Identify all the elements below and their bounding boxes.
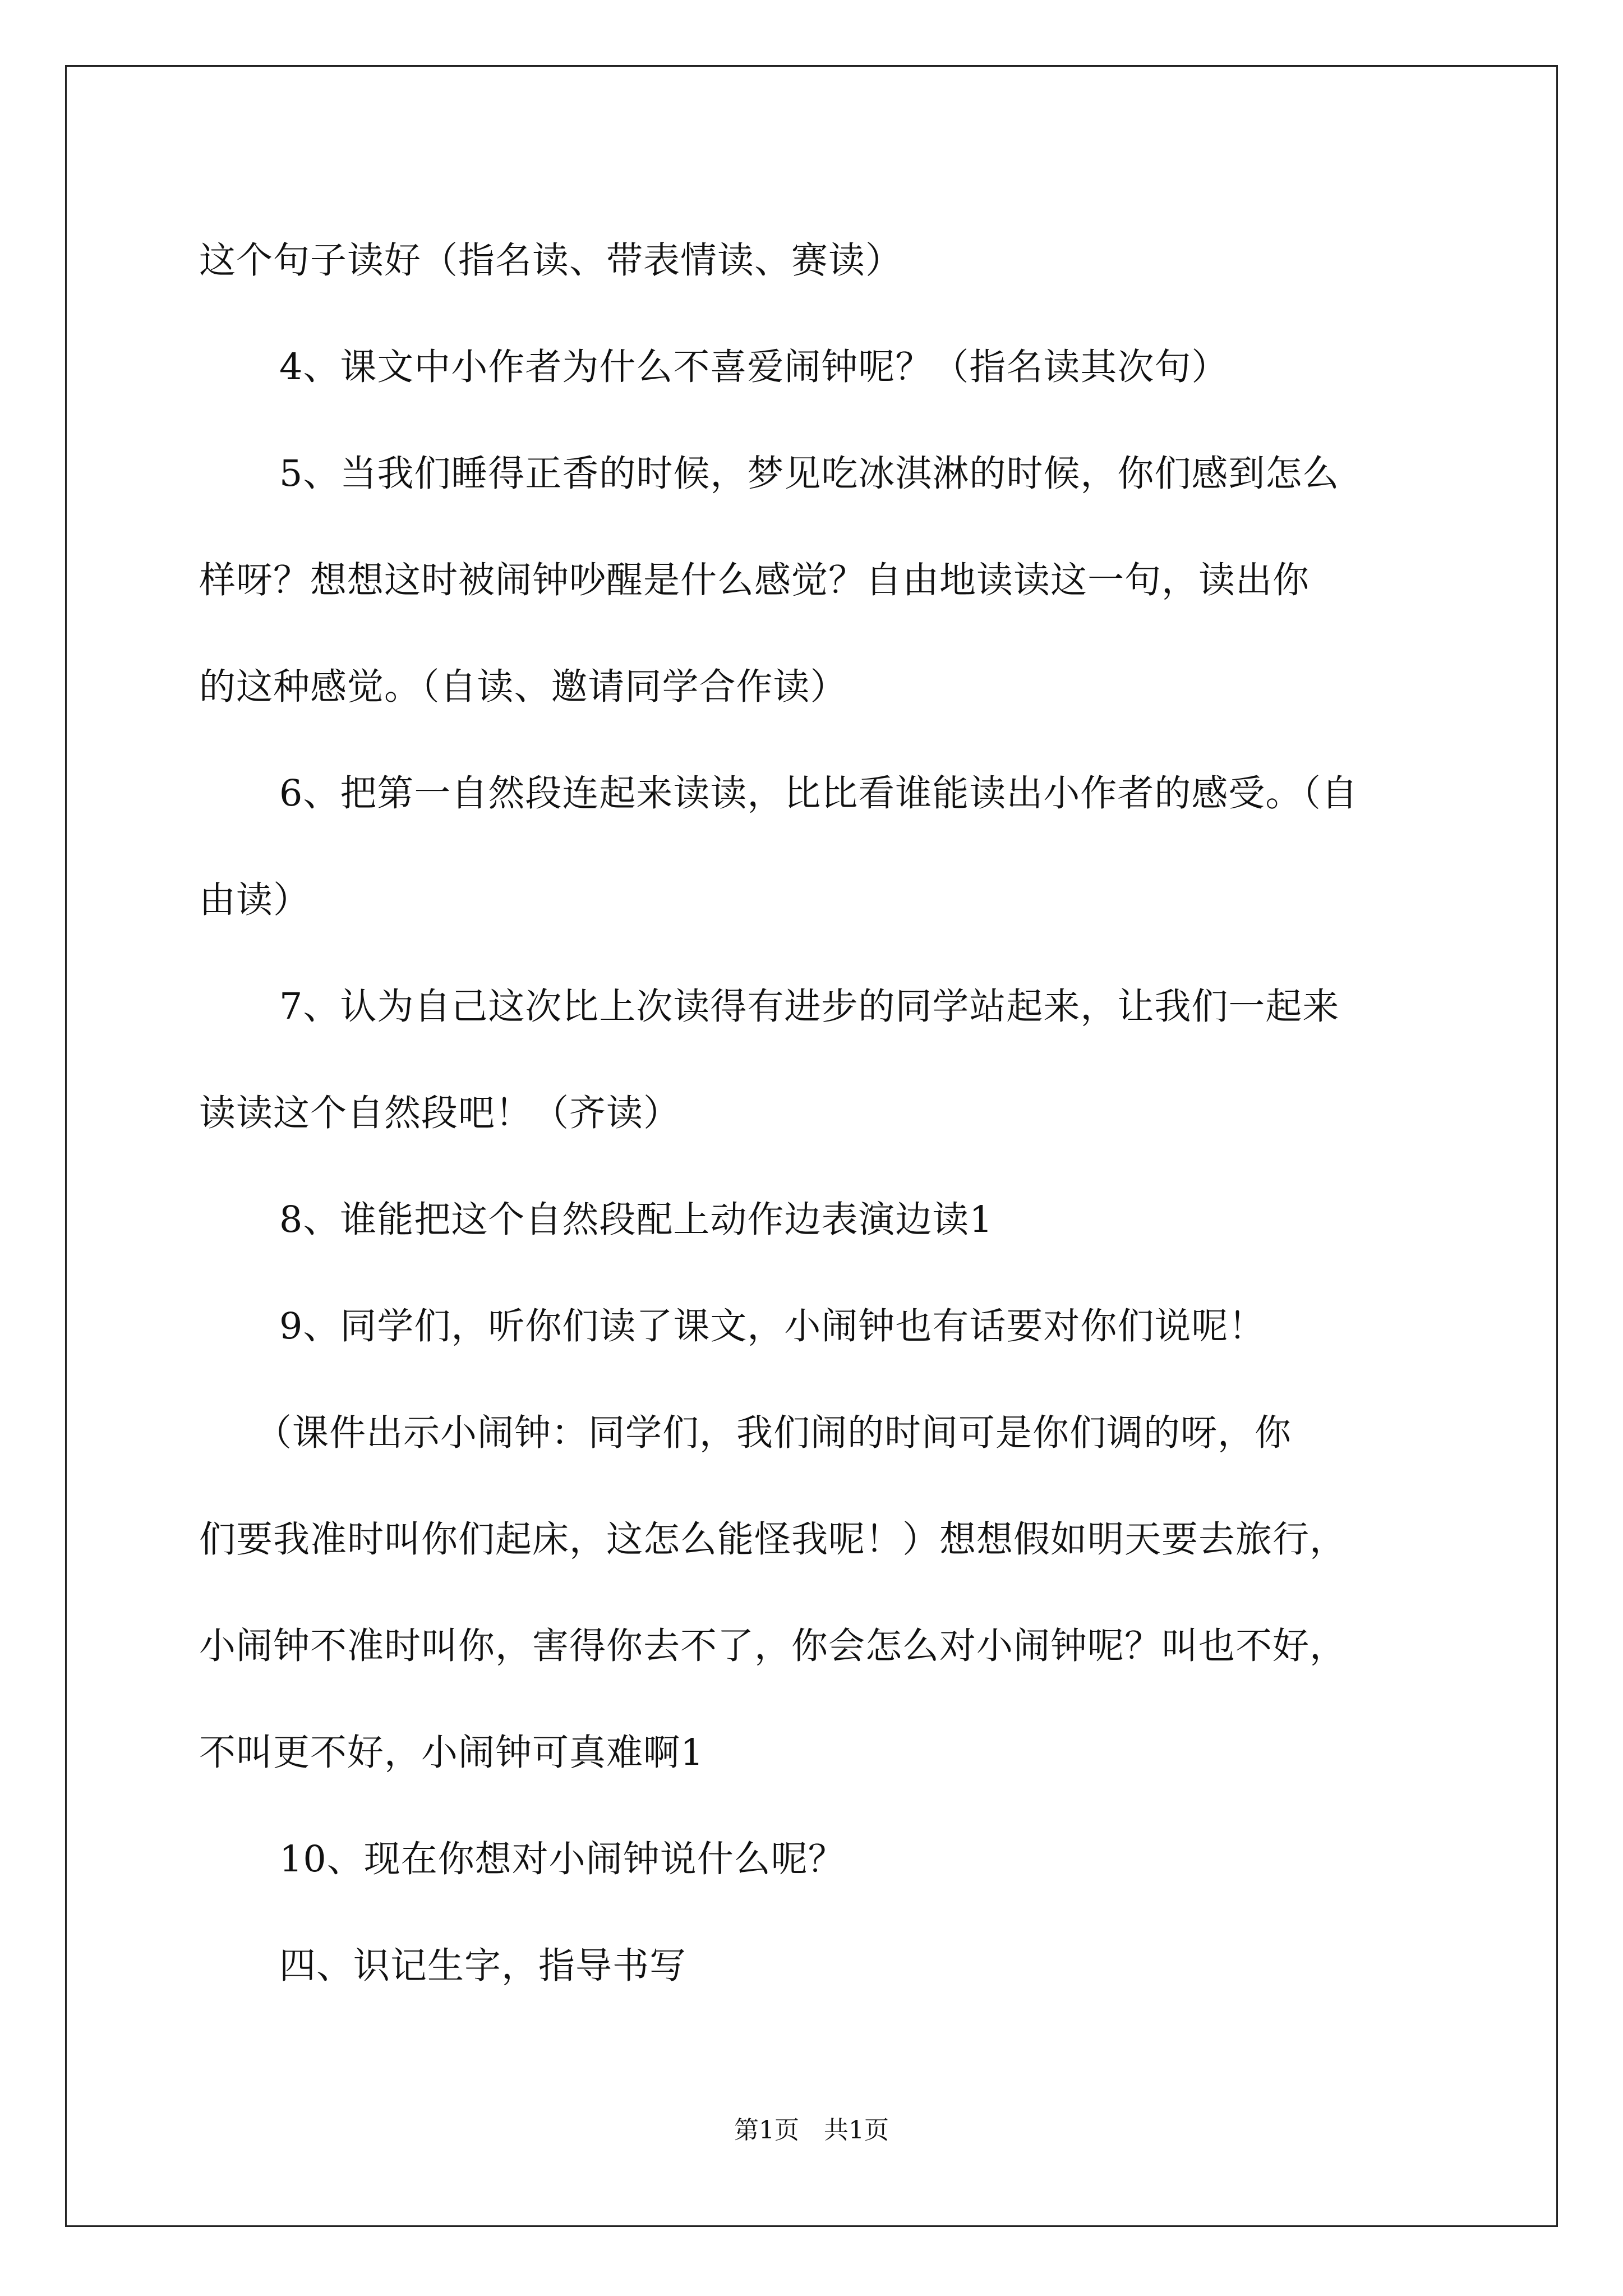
text-line: 小闹钟不准时叫你，害得你去不了，你会怎么对小闹钟呢？叫也不好， (199, 1625, 1347, 1667)
text-line: 读读这个自然段吧！（齐读） (199, 1092, 681, 1134)
text-line: （课件出示小闹钟：同学们，我们闹的时间可是你们调的呀，你 (255, 1412, 1292, 1454)
text-line: 4、课文中小作者为什么不喜爱闹钟呢？（指名读其次句） (279, 346, 1229, 388)
text-line: 10、现在你想对小闹钟说什么呢？ (279, 1838, 845, 1880)
text-line: 们要我准时叫你们起床，这怎么能怪我呢！）想想假如明天要去旅行， (199, 1519, 1347, 1561)
page-footer: 第1页 共1页 (734, 2116, 889, 2145)
text-line: 由读） (199, 879, 311, 921)
text-line: 8、谁能把这个自然段配上动作边表演边读1 (279, 1199, 993, 1241)
text-line: 四、识记生字，指导书写 (279, 1945, 687, 1987)
text-line: 的这种感觉。（自读、邀请同学合作读） (199, 666, 847, 708)
text-line: 5、当我们睡得正香的时候，梦见吃冰淇淋的时候，你们感到怎么 (279, 453, 1340, 495)
document-body (199, 208, 1472, 2019)
text-line: 9、同学们，听你们读了课文，小闹钟也有话要对你们说呢！ (279, 1305, 1266, 1347)
text-line: 不叫更不好，小闹钟可真难啊1 (199, 1732, 704, 1774)
text-line: 7、认为自己这次比上次读得有进步的同学站起来，让我们一起来 (279, 986, 1340, 1028)
text-line: 样呀？想想这时被闹钟吵醒是什么感觉？自由地读读这一句，读出你 (199, 559, 1310, 601)
text-line: 这个句子读好（指名读、带表情读、赛读） (199, 240, 903, 282)
text-line: 6、把第一自然段连起来读读，比比看谁能读出小作者的感受。（自 (279, 772, 1358, 815)
